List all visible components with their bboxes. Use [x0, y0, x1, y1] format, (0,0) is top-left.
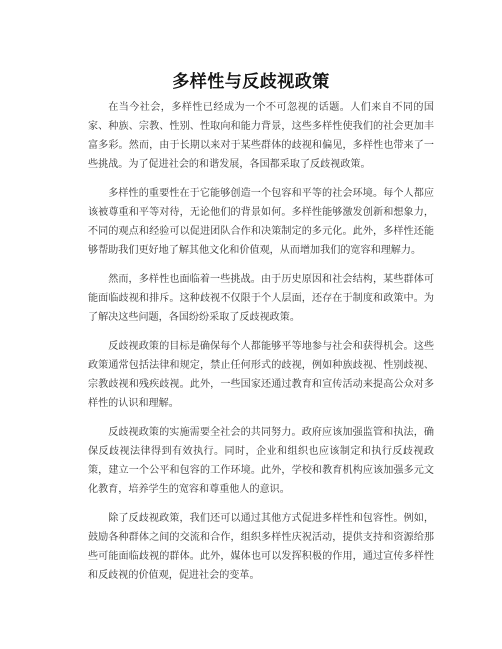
- paragraph-2: 多样性的重要性在于它能够创造一个包容和平等的社会环境。每个人都应该被尊重和平等对待，无论他们的背景如何。多样性能够激发创新和想象力，不同的观点和经验可以促进团队合作和决策制定的多元化。此外，多样性还能够帮助我们更好地了解其他文化和价值观，从而增加我们的宽容和理解力。: [88, 188, 434, 256]
- paragraph-6: 除了反歧视政策，我们还可以通过其他方式促进多样性和包容性。例如，鼓励各种群体之间的交流和合作，组织多样性庆祝活动，提供支持和资源给那些可能面临歧视的群体。此外，媒体也可以发挥积极的作用，通过宣传多样性和反歧视的价值观，促进社会的变革。: [88, 513, 434, 581]
- document-title: 多样性与反歧视政策: [172, 72, 330, 93]
- paragraph-5: 反歧视政策的实施需要全社会的共同努力。政府应该加强监管和执法，确保反歧视法律得到有效执行。同时，企业和组织也应该制定和执行反歧视政策，建立一个公平和包容的工作环境。此外，学校和教育机构应该加强多元文化教育，培养学生的宽容和尊重他人的意识。: [88, 427, 434, 495]
- paragraph-1: 在当今社会，多样性已经成为一个不可忽视的话题。人们来自不同的国家、种族、宗教、性别、性取向和能力背景，这些多样性使我们的社会更加丰富多彩。然而，由于长期以来对于某些群体的歧视和偏见，多样性也带来了一些挑战。为了促进社会的和谐发展，各国都采取了反歧视政策。: [88, 102, 434, 170]
- paragraph-4: 反歧视政策的目标是确保每个人都能够平等地参与社会和获得机会。这些政策通常包括法律和规定，禁止任何形式的歧视，例如种族歧视、性别歧视、宗教歧视和残疾歧视。此外，一些国家还通过教育和宣传活动来提高公众对多样性的认识和理解。: [88, 341, 434, 409]
- paragraph-3: 然而，多样性也面临着一些挑战。由于历史原因和社会结构，某些群体可能面临歧视和排斥。这种歧视不仅限于个人层面，还存在于制度和政策中。为了解决这些问题，各国纷纷采取了反歧视政策。: [88, 274, 434, 323]
- document-body: [88, 98, 434, 595]
